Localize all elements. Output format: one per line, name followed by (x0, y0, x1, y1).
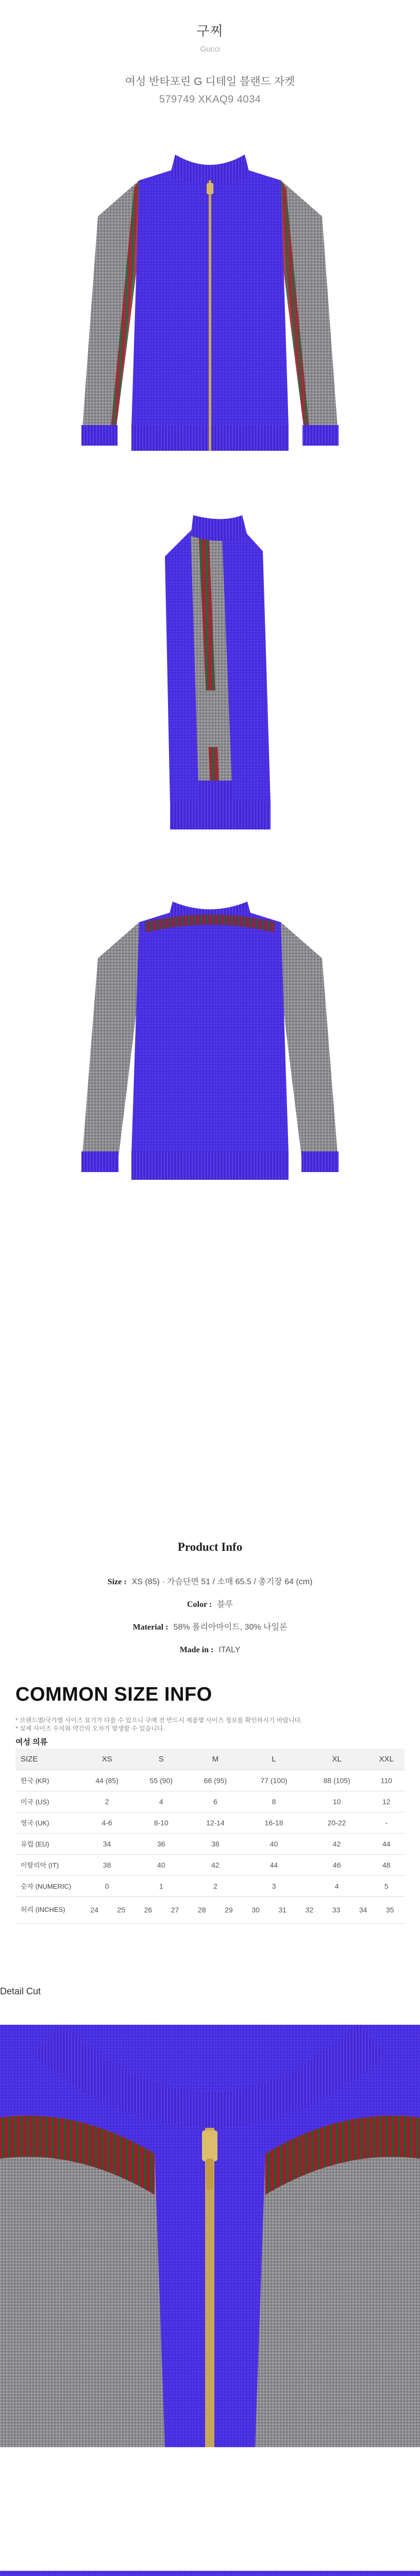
table-cell: 44 (85) (80, 1770, 134, 1791)
table-cell: 38 (188, 1833, 242, 1854)
table-cell: 40 (242, 1833, 305, 1854)
header-cell: M (188, 1749, 242, 1770)
info-key: Size : (107, 1578, 127, 1586)
info-row-size (0, 1577, 420, 1588)
size-info-note: * 브랜드별/국가별 사이즈 표기가 다를 수 있으니 구매 전 반드시 제품별 사이즈 정보를 확인하시기 바랍니다. (15, 1717, 303, 1724)
row-label: 숫자 (NUMERIC) (15, 1875, 80, 1896)
table-cell: 38 (80, 1854, 134, 1875)
info-row-material (0, 1622, 420, 1633)
table-row (15, 1896, 405, 1923)
header-cell: XS (80, 1749, 134, 1770)
table-cell: 42 (188, 1854, 242, 1875)
size-table (15, 1749, 405, 1924)
brand-name-english: Gucci (200, 45, 220, 54)
header-cell: SIZE (15, 1749, 80, 1770)
photo-back-view (62, 886, 358, 1195)
waist-cells (80, 1896, 405, 1923)
table-cell: 88 (105) (306, 1770, 368, 1791)
row-label: 유럽 (EU) (15, 1833, 80, 1854)
table-row (15, 1854, 405, 1875)
table-cell: 30 (251, 1906, 260, 1914)
table-cell: 44 (368, 1833, 405, 1854)
table-cell: 31 (278, 1906, 287, 1914)
table-row (15, 1791, 405, 1812)
photo-front-view (62, 139, 358, 464)
row-label: 미국 (US) (15, 1791, 80, 1812)
photo-detail-collar (0, 2025, 420, 2447)
info-value: XS (85) · 가슴단면 51 / 소매 65.5 / 총기장 64 (cm) (131, 1578, 313, 1586)
header-cell: XXL (368, 1749, 405, 1770)
table-cell: 12-14 (188, 1812, 242, 1833)
table-cell: 46 (306, 1854, 368, 1875)
size-info-note: * 실제 사이즈 수치와 약간의 오차가 발생할 수 있습니다. (15, 1725, 165, 1732)
table-cell: 1 (134, 1875, 188, 1896)
table-cell: 26 (144, 1906, 153, 1914)
info-key: Color : (187, 1600, 212, 1609)
table-row (15, 1833, 405, 1854)
table-cell: 2 (80, 1791, 134, 1812)
table-cell: 66 (95) (188, 1770, 242, 1791)
table-cell: 8-10 (134, 1812, 188, 1833)
table-cell: 6 (188, 1791, 242, 1812)
row-label: 한국 (KR) (15, 1770, 80, 1791)
table-row (15, 1875, 405, 1896)
product-name: 여성 반타포린 G 디테일 블랜드 자켓 (125, 76, 295, 88)
product-info-list (0, 1577, 420, 1667)
table-cell: 27 (171, 1906, 179, 1914)
info-value: ITALY (219, 1646, 241, 1654)
table-row (15, 1812, 405, 1833)
row-label: 이탈리아 (IT) (15, 1854, 80, 1875)
product-code: 579749 XKAQ9 4034 (159, 94, 261, 105)
table-cell: 77 (100) (242, 1770, 305, 1791)
table-cell: 24 (90, 1906, 98, 1914)
table-cell: 4 (306, 1875, 368, 1896)
table-cell: 25 (117, 1906, 126, 1914)
table-cell: 12 (368, 1791, 405, 1812)
table-cell: 42 (306, 1833, 368, 1854)
table-cell: 16-18 (242, 1812, 305, 1833)
table-cell: 20-22 (306, 1812, 368, 1833)
table-cell: 0 (80, 1875, 134, 1896)
table-cell: 34 (80, 1833, 134, 1854)
size-table-header (15, 1749, 405, 1770)
header-cell: L (242, 1749, 305, 1770)
table-cell: 28 (197, 1906, 206, 1914)
table-cell: 110 (368, 1770, 405, 1791)
table-cell: 3 (242, 1875, 305, 1896)
table-row (15, 1770, 405, 1791)
info-value: 블루 (217, 1600, 233, 1609)
info-row-origin (0, 1645, 420, 1656)
info-row-color (0, 1599, 420, 1611)
row-label: 영국 (UK) (15, 1812, 80, 1833)
table-cell: 33 (332, 1906, 341, 1914)
table-cell: 55 (90) (134, 1770, 188, 1791)
table-cell: 4-6 (80, 1812, 134, 1833)
info-key: Material : (132, 1623, 169, 1632)
row-label: 허리 (INCHES) (15, 1896, 80, 1923)
table-cell: 5 (368, 1875, 405, 1896)
product-info-title: Product Info (177, 1540, 243, 1553)
table-cell: 8 (242, 1791, 305, 1812)
table-cell: 4 (134, 1791, 188, 1812)
photo-detail-label (0, 2571, 420, 2576)
table-cell: - (368, 1812, 405, 1833)
table-cell: 40 (134, 1854, 188, 1875)
header-cell: XL (306, 1749, 368, 1770)
table-cell: 32 (305, 1906, 314, 1914)
photo-side-view (93, 495, 330, 845)
table-cell: 48 (368, 1854, 405, 1875)
size-info-title: COMMON SIZE INFO (15, 1684, 212, 1705)
header-cell: S (134, 1749, 188, 1770)
table-cell: 2 (188, 1875, 242, 1896)
table-cell: 29 (225, 1906, 233, 1914)
info-value: 58% 폴리아마이드, 30% 나일론 (173, 1623, 288, 1632)
size-table-label: 여성 의류 (15, 1738, 48, 1747)
detail-cut-label: Detail Cut (0, 1986, 41, 1996)
table-cell: 35 (386, 1906, 394, 1914)
brand-name-korean: 구찌 (196, 23, 224, 39)
table-cell: 36 (134, 1833, 188, 1854)
info-key: Made in : (179, 1646, 214, 1654)
table-cell: 34 (359, 1906, 367, 1914)
product-header (0, 21, 420, 106)
table-cell: 10 (306, 1791, 368, 1812)
table-cell: 44 (242, 1854, 305, 1875)
